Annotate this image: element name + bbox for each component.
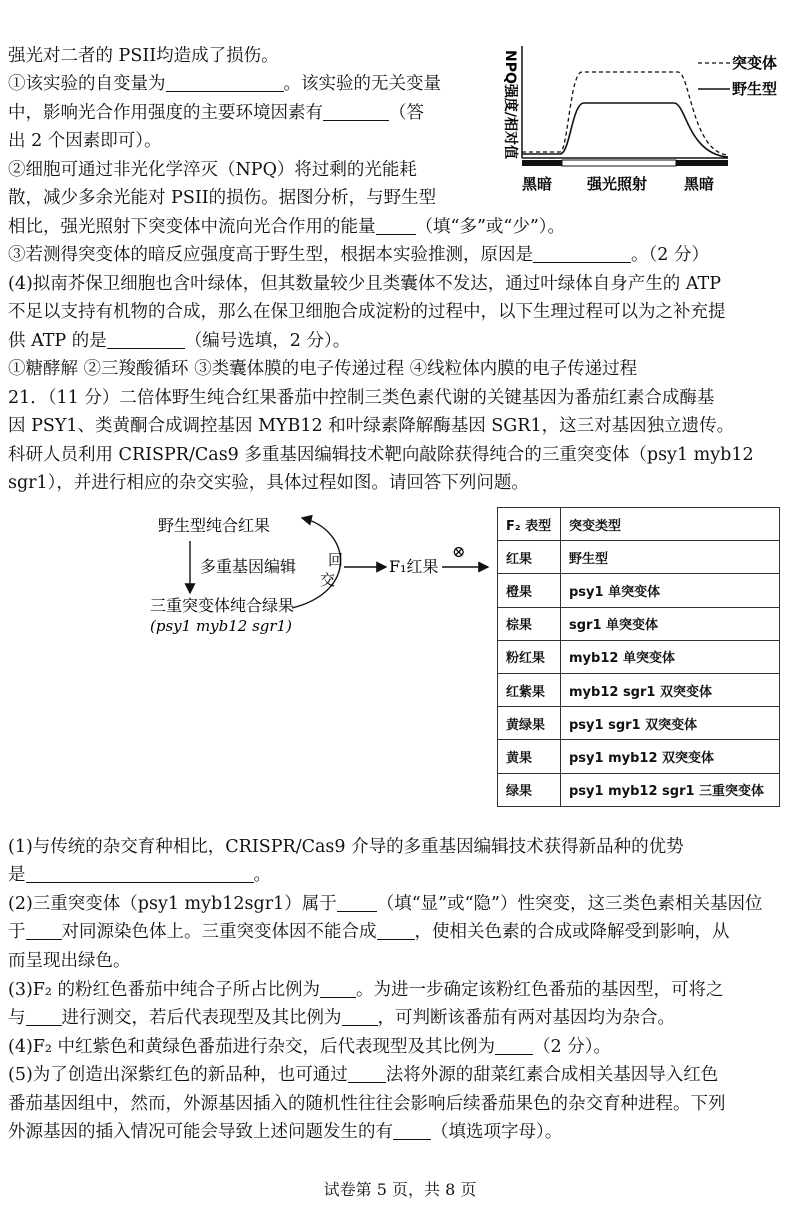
question-21-1: (1)与传统的杂交育种相比，CRISPR/Cas9 介导的多重基因编辑技术获得新品种的优势 xyxy=(8,837,684,857)
answer-blank[interactable] xyxy=(376,216,416,235)
table-cell: psy1 sgr1 双突变体 xyxy=(561,707,780,740)
table-cell: 粉红果 xyxy=(498,640,561,673)
edit-label: 多重基因编辑 xyxy=(200,557,297,576)
table-row xyxy=(498,640,780,673)
text-line: 中，影响光合作用强度的主要环境因素有 （答 xyxy=(8,103,424,123)
graph-y-label: NPQ强度/相对值 xyxy=(502,50,518,159)
selfing-symbol: ⊗ xyxy=(452,542,466,561)
light-bar xyxy=(562,160,676,166)
x-label-light: 强光照射 xyxy=(587,175,648,193)
table-cell: 绿果 xyxy=(498,773,561,806)
table-header-row xyxy=(498,508,780,541)
text-line: ①该实验的自变量为 。该实验的无关变量 xyxy=(8,74,441,94)
dark-bar-right xyxy=(676,160,728,166)
table-row xyxy=(498,607,780,640)
table-cell: psy1 myb12 双突变体 xyxy=(561,740,780,773)
table-cell: 棕果 xyxy=(498,607,561,640)
table-row xyxy=(498,541,780,574)
table-cell: 黄果 xyxy=(498,740,561,773)
answer-blank[interactable] xyxy=(495,1036,533,1055)
text-line: (4)拟南芥保卫细胞也含叶绿体，但其数量较少且类囊体不发达，通过叶绿体自身产生的 ATP xyxy=(8,274,721,294)
text-line: sgr1），并进行相应的杂交实验，具体过程如图。请回答下列问题。 xyxy=(8,473,529,493)
answer-blank[interactable] xyxy=(107,330,185,349)
question-21-4: (4)F₂ 中红紫色和黄绿色番茄进行杂交，后代表现型及其比例为 （2 分）。 xyxy=(8,1037,611,1057)
question-21-2: (2)三重突变体（psy1 myb12sgr1）属于 （填“显”或“隐”）性突变，这三类色素相关基因位 xyxy=(8,894,763,914)
text-line: 散，减少多余光能对 PSII的损伤。据图分析，与野生型 xyxy=(8,188,437,208)
table-cell: 红紫果 xyxy=(498,673,561,706)
answer-blank[interactable] xyxy=(320,979,356,998)
text-line: 与 进行测交，若后代表现型及其比例为 ，可判断该番茄有两对基因均为杂合。 xyxy=(8,1008,675,1028)
text-line: ③若测得突变体的暗反应强度高于野生型，根据本实验推测，原因是 。（2 分） xyxy=(8,245,709,265)
parent-wild-type: 野生型纯合红果 xyxy=(158,516,271,535)
backcross-label-2: 交 xyxy=(320,571,336,589)
table-cell: myb12 单突变体 xyxy=(561,640,780,673)
answer-blank[interactable] xyxy=(26,864,254,883)
table-header: F₂ 表型 xyxy=(498,508,561,541)
x-label-dark-1: 黑暗 xyxy=(522,175,553,193)
answer-blank[interactable] xyxy=(342,1007,378,1026)
text-line: 是 。 xyxy=(8,865,271,885)
npq-graph xyxy=(492,38,792,208)
text-line: 科研人员利用 CRISPR/Cas9 多重基因编辑技术靶向敲除获得纯合的三重突变体（psy1 myb12 xyxy=(8,445,754,465)
table-cell: psy1 单突变体 xyxy=(561,574,780,607)
x-label-dark-2: 黑暗 xyxy=(684,175,715,193)
mutant-curve xyxy=(522,72,728,155)
answer-blank[interactable] xyxy=(393,1121,431,1140)
text-line: 外源基因的插入情况可能会导致上述问题发生的有 （填选项字母）。 xyxy=(8,1122,563,1142)
question-21-3: (3)F₂ 的粉红色番茄中纯合子所占比例为 。为进一步确定该粉红色番茄的基因型，可将之 xyxy=(8,980,724,1000)
table-cell: 红果 xyxy=(498,541,561,574)
text-line: 出 2 个因素即可）。 xyxy=(8,131,162,151)
text-line: 而呈现出绿色。 xyxy=(8,951,131,971)
table-cell: 野生型 xyxy=(561,541,780,574)
text-line: 因 PSY1、类黄酮合成调控基因 MYB12 和叶绿素降解酶基因 SGR1，这三对基因独立遗传。 xyxy=(8,416,735,436)
answer-blank[interactable] xyxy=(337,893,377,912)
table-cell: psy1 myb12 sgr1 三重突变体 xyxy=(561,773,780,806)
page-footer: 试卷第 5 页，共 8 页 xyxy=(323,1180,477,1199)
question-21-5: (5)为了创造出深紫红色的新品种，也可通过 法将外源的甜菜红素合成相关基因导入红色 xyxy=(8,1065,719,1085)
answer-blank[interactable] xyxy=(348,1064,386,1083)
table-cell: 橙果 xyxy=(498,574,561,607)
backcross-label-1: 回 xyxy=(328,551,344,569)
question-21-heading: 21．（11 分）二倍体野生纯合红果番茄中控制三类色素代谢的关键基因为番茄红素合成酶基 xyxy=(8,388,715,408)
text-line: 供 ATP 的是 （编号选填，2 分）。 xyxy=(8,331,351,351)
legend-mutant-label: 突变体 xyxy=(732,54,778,72)
answer-blank[interactable] xyxy=(166,73,284,92)
answer-blank[interactable] xyxy=(533,244,631,263)
answer-blank[interactable] xyxy=(377,921,415,940)
table-row xyxy=(498,707,780,740)
table-cell: 黄绿果 xyxy=(498,707,561,740)
text-line: 不足以支持有机物的合成，那么在保卫细胞合成淀粉的过程中，以下生理过程可以为之补充提 xyxy=(8,302,726,322)
f1-red-fruit: F₁红果 xyxy=(389,557,439,576)
answer-blank[interactable] xyxy=(323,102,389,121)
options-line: ①糖酵解 ②三羧酸循环 ③类囊体膜的电子传递过程 ④线粒体内膜的电子传递过程 xyxy=(8,359,638,379)
wild-type-curve xyxy=(522,103,728,157)
table-row xyxy=(498,574,780,607)
parent-triple-mutant: 三重突变体纯合绿果 xyxy=(150,596,295,615)
table-row xyxy=(498,773,780,806)
f2-phenotype-table xyxy=(497,507,780,807)
table-cell: myb12 sgr1 双突变体 xyxy=(561,673,780,706)
table-header: 突变类型 xyxy=(561,508,780,541)
answer-blank[interactable] xyxy=(26,1007,62,1026)
text-line: 番茄基因组中，然而，外源基因插入的随机性往往会影响后续番茄果色的杂交育种进程。下列 xyxy=(8,1094,726,1114)
text-line: ②细胞可通过非光化学淬灭（NPQ）将过剩的光能耗 xyxy=(8,160,417,180)
legend-wild-label: 野生型 xyxy=(732,80,778,98)
answer-blank[interactable] xyxy=(26,921,62,940)
text-line: 强光对二者的 PSII均造成了损伤。 xyxy=(8,46,279,66)
cross-diagram xyxy=(150,505,490,645)
mutant-genotype: (psy1 myb12 sgr1) xyxy=(150,617,292,635)
table-cell: sgr1 单突变体 xyxy=(561,607,780,640)
table-row xyxy=(498,740,780,773)
dark-bar-left xyxy=(522,160,562,166)
table-row xyxy=(498,673,780,706)
text-line: 于 对同源染色体上。三重突变体因不能合成 ，使相关色素的合成或降解受到影响，从 xyxy=(8,922,730,942)
text-line: 相比，强光照射下突变体中流向光合作用的能量 （填“多”或“少”）。 xyxy=(8,217,566,237)
